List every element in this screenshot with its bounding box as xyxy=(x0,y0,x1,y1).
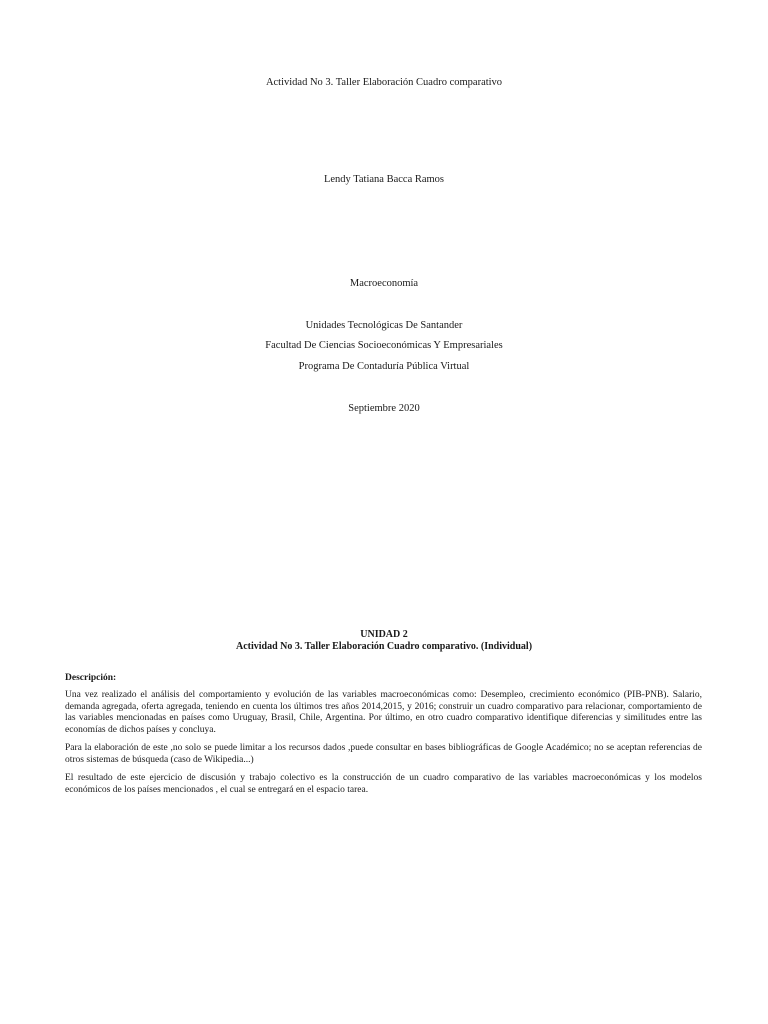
assignment-title: Actividad No 3. Taller Elaboración Cuadro comparativo. (Individual) xyxy=(235,641,533,652)
description-paragraph: Para la elaboración de este ,no solo se puede limitar a los recursos dados ,puede consultar en bases bibliográficas de Google Académico; no se aceptan referencias de otros sistemas de búsqueda (caso de Wikipedia...) xyxy=(65,743,702,765)
description-heading: Descripción: xyxy=(65,673,117,683)
description-paragraph: Una vez realizado el análisis del comportamiento y evolución de las variables macroeconómicas como: Desempleo, crecimiento económico (PIB-PNB). Salario, demanda agregada, oferta agregada, teniendo en cuenta los últimos tres años 2014,2015, y 2016; construir un cuadro comparativo para relacionar, comportamiento de las variables mencionadas en países como Uruguay, Brasil, Chile, Argentina. Por último, en otro cuadro comparativo identifique diferencias y similitudes entre las economías de dichos países y concluya. xyxy=(65,690,702,735)
university-name: Unidades Tecnológicas De Santander xyxy=(305,320,463,331)
faculty-name: Facultad De Ciencias Socioeconómicas Y Empresariales xyxy=(265,340,503,351)
unit-heading: UNIDAD 2 xyxy=(360,629,408,640)
date-text: Septiembre 2020 xyxy=(348,403,420,414)
description-paragraph: El resultado de este ejercicio de discusión y trabajo colectivo es la construcción de un cuadro comparativo de las variables macroeconómicas y los modelos económicos de los países mencionados , el cual se entregará en el espacio tarea. xyxy=(65,773,702,795)
course-name: Macroeconomía xyxy=(349,278,419,289)
program-name: Programa De Contaduría Pública Virtual xyxy=(298,361,470,372)
author-name: Lendy Tatiana Bacca Ramos xyxy=(323,174,445,185)
activity-title: Actividad No 3. Taller Elaboración Cuadro comparativo xyxy=(265,77,503,88)
description-body xyxy=(65,690,702,803)
